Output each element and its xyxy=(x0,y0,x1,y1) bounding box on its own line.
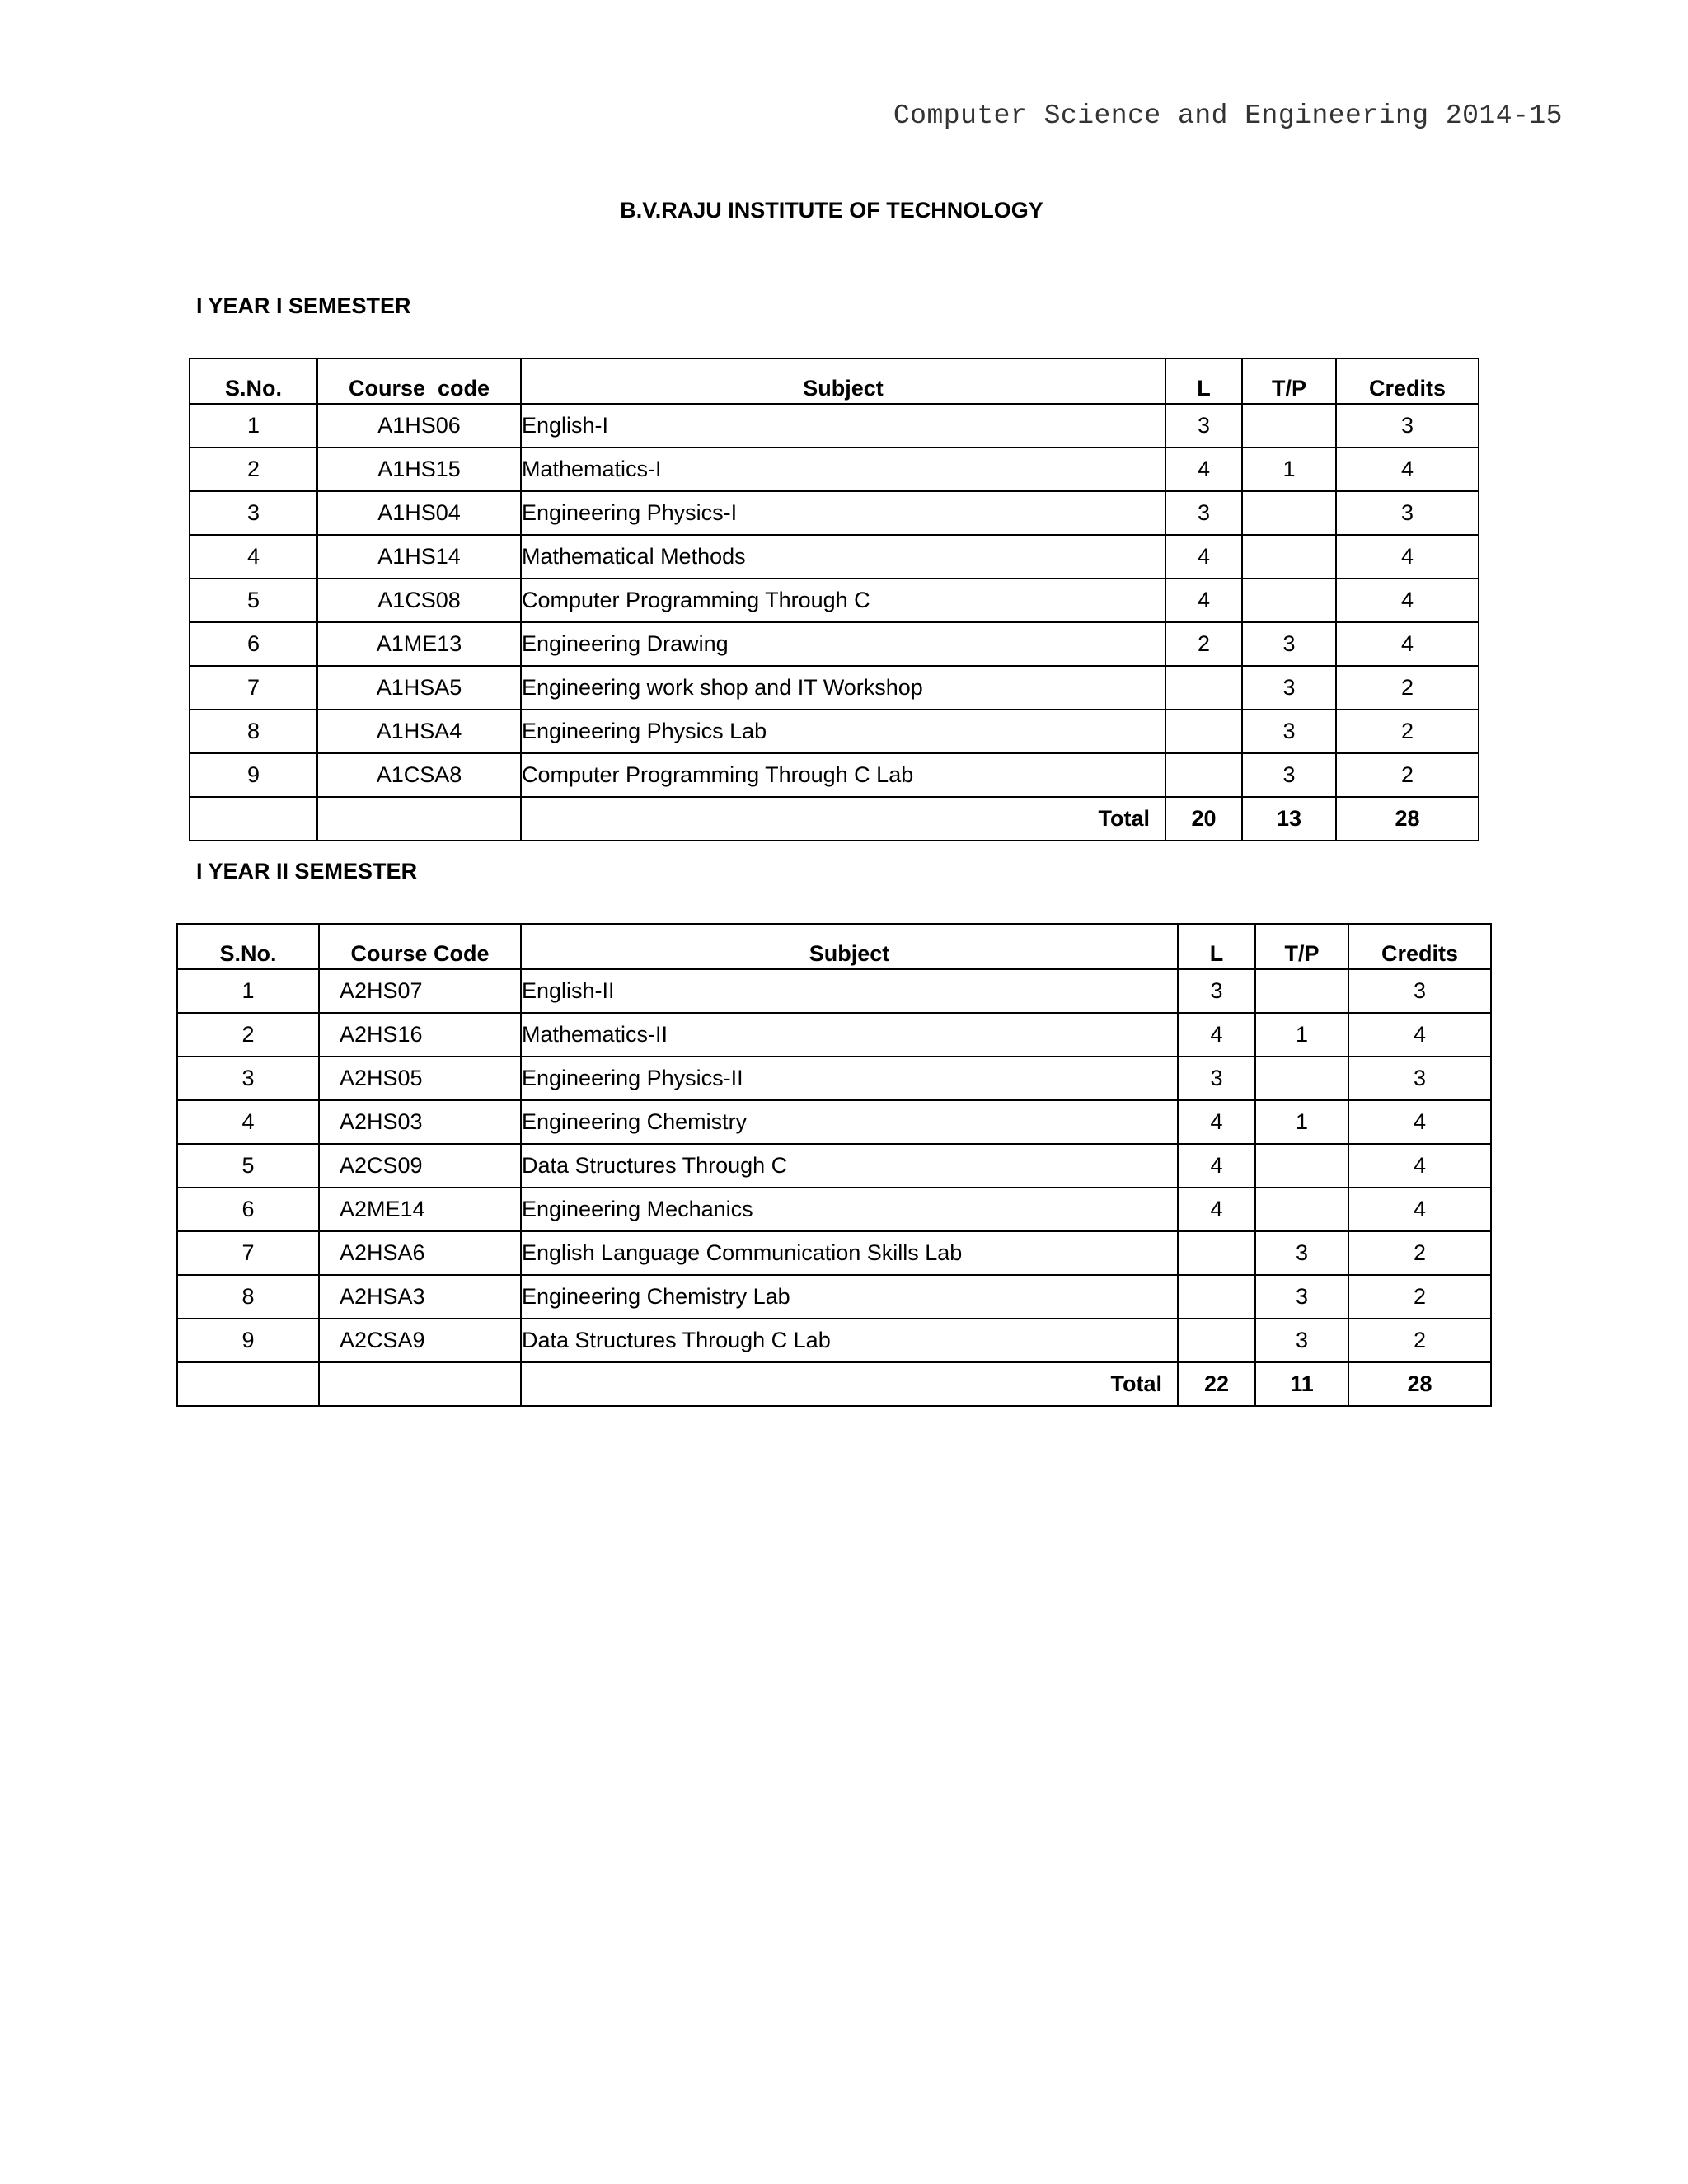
total-credits: 28 xyxy=(1336,797,1479,841)
table-row xyxy=(177,1319,1491,1362)
cell-sno: 9 xyxy=(177,1319,319,1362)
total-l: 20 xyxy=(1165,797,1242,841)
cell-subject: Engineering Chemistry xyxy=(521,1100,1178,1144)
cell-sno: 1 xyxy=(177,969,319,1013)
cell-sno: 7 xyxy=(190,666,317,710)
column-header-credits: Credits xyxy=(1336,359,1479,404)
cell-credits: 2 xyxy=(1348,1275,1491,1319)
cell-subject: Engineering Physics-I xyxy=(521,491,1165,535)
column-header-l: L xyxy=(1178,924,1255,969)
cell-credits: 2 xyxy=(1336,666,1479,710)
semester-1-title: I YEAR I SEMESTER xyxy=(196,293,411,318)
cell-credits: 3 xyxy=(1348,969,1491,1013)
table-row xyxy=(177,1100,1491,1144)
cell-l: 4 xyxy=(1178,1013,1255,1057)
cell-course-code: A2HS05 xyxy=(319,1057,521,1100)
total-row xyxy=(190,797,1479,841)
cell-sno: 7 xyxy=(177,1231,319,1275)
cell-course-code: A1HS04 xyxy=(317,491,521,535)
cell-credits: 2 xyxy=(1336,753,1479,797)
table-row xyxy=(190,579,1479,622)
cell-subject: English Language Communication Skills Lab xyxy=(521,1231,1178,1275)
cell-sno: 4 xyxy=(190,535,317,579)
cell-credits: 2 xyxy=(1348,1231,1491,1275)
cell-l xyxy=(1178,1231,1255,1275)
table-row xyxy=(177,1188,1491,1231)
cell-credits: 2 xyxy=(1348,1319,1491,1362)
total-tp: 13 xyxy=(1242,797,1336,841)
cell-credits: 4 xyxy=(1348,1013,1491,1057)
table-row xyxy=(177,969,1491,1013)
cell-course-code: A2HSA6 xyxy=(319,1231,521,1275)
cell-subject: Engineering Drawing xyxy=(521,622,1165,666)
semester-2-course-table xyxy=(176,923,1492,1407)
cell-credits: 2 xyxy=(1336,710,1479,753)
cell-tp: 3 xyxy=(1255,1319,1348,1362)
table-row xyxy=(190,666,1479,710)
cell-l: 3 xyxy=(1165,404,1242,448)
cell-tp xyxy=(1242,491,1336,535)
column-header-sno: S.No. xyxy=(190,359,317,404)
cell-course-code: A2ME14 xyxy=(319,1188,521,1231)
cell-subject: Engineering Physics Lab xyxy=(521,710,1165,753)
total-credits: 28 xyxy=(1348,1362,1491,1406)
cell-l: 3 xyxy=(1178,1057,1255,1100)
total-tp: 11 xyxy=(1255,1362,1348,1406)
column-header-course-code: Course Code xyxy=(319,924,521,969)
cell-tp: 1 xyxy=(1255,1013,1348,1057)
cell-subject: English-I xyxy=(521,404,1165,448)
table-row xyxy=(190,753,1479,797)
cell-sno: 3 xyxy=(190,491,317,535)
cell-credits: 4 xyxy=(1336,535,1479,579)
cell-sno: 5 xyxy=(177,1144,319,1188)
cell-empty xyxy=(319,1362,521,1406)
cell-course-code: A1ME13 xyxy=(317,622,521,666)
column-header-subject: Subject xyxy=(521,924,1178,969)
cell-empty xyxy=(317,797,521,841)
cell-tp: 3 xyxy=(1242,666,1336,710)
cell-empty xyxy=(177,1362,319,1406)
cell-sno: 4 xyxy=(177,1100,319,1144)
institute-title: B.V.RAJU INSTITUTE OF TECHNOLOGY xyxy=(620,198,1043,223)
semester-2-title: I YEAR II SEMESTER xyxy=(196,859,418,883)
cell-sno: 5 xyxy=(190,579,317,622)
table-row xyxy=(190,404,1479,448)
cell-tp xyxy=(1242,404,1336,448)
cell-subject: Data Structures Through C Lab xyxy=(521,1319,1178,1362)
cell-subject: English-II xyxy=(521,969,1178,1013)
table-header-row xyxy=(190,359,1479,404)
table-row xyxy=(190,535,1479,579)
cell-tp: 1 xyxy=(1255,1100,1348,1144)
total-row xyxy=(177,1362,1491,1406)
table-row xyxy=(190,448,1479,491)
cell-sno: 1 xyxy=(190,404,317,448)
cell-course-code: A2CSA9 xyxy=(319,1319,521,1362)
cell-course-code: A1HS15 xyxy=(317,448,521,491)
table-row xyxy=(177,1144,1491,1188)
cell-l: 4 xyxy=(1178,1100,1255,1144)
department-header: Computer Science and Engineering 2014-15 xyxy=(893,101,1563,131)
total-l: 22 xyxy=(1178,1362,1255,1406)
cell-sno: 8 xyxy=(177,1275,319,1319)
cell-tp xyxy=(1242,579,1336,622)
cell-credits: 3 xyxy=(1336,404,1479,448)
cell-course-code: A1HSA5 xyxy=(317,666,521,710)
cell-credits: 4 xyxy=(1348,1188,1491,1231)
cell-course-code: A2HS16 xyxy=(319,1013,521,1057)
cell-subject: Engineering Chemistry Lab xyxy=(521,1275,1178,1319)
cell-course-code: A2CS09 xyxy=(319,1144,521,1188)
cell-credits: 4 xyxy=(1336,622,1479,666)
cell-credits: 3 xyxy=(1336,491,1479,535)
cell-tp: 1 xyxy=(1242,448,1336,491)
table-header-row xyxy=(177,924,1491,969)
cell-subject: Data Structures Through C xyxy=(521,1144,1178,1188)
cell-tp: 3 xyxy=(1255,1231,1348,1275)
cell-subject: Computer Programming Through C xyxy=(521,579,1165,622)
cell-tp xyxy=(1255,1057,1348,1100)
cell-sno: 6 xyxy=(190,622,317,666)
cell-l: 3 xyxy=(1165,491,1242,535)
cell-course-code: A1CSA8 xyxy=(317,753,521,797)
cell-subject: Mathematical Methods xyxy=(521,535,1165,579)
cell-credits: 4 xyxy=(1348,1144,1491,1188)
cell-sno: 2 xyxy=(177,1013,319,1057)
cell-subject: Engineering Physics-II xyxy=(521,1057,1178,1100)
cell-tp xyxy=(1255,1144,1348,1188)
column-header-tp: T/P xyxy=(1242,359,1336,404)
cell-course-code: A2HS03 xyxy=(319,1100,521,1144)
column-header-sno: S.No. xyxy=(177,924,319,969)
cell-subject: Computer Programming Through C Lab xyxy=(521,753,1165,797)
cell-tp xyxy=(1255,969,1348,1013)
table-row xyxy=(190,710,1479,753)
cell-credits: 4 xyxy=(1336,579,1479,622)
total-label: Total xyxy=(521,797,1165,841)
cell-l: 4 xyxy=(1178,1188,1255,1231)
cell-sno: 9 xyxy=(190,753,317,797)
column-header-credits: Credits xyxy=(1348,924,1491,969)
table-row xyxy=(190,491,1479,535)
table-row xyxy=(177,1231,1491,1275)
cell-tp xyxy=(1242,535,1336,579)
cell-sno: 3 xyxy=(177,1057,319,1100)
cell-tp: 3 xyxy=(1242,753,1336,797)
cell-subject: Mathematics-I xyxy=(521,448,1165,491)
cell-l: 4 xyxy=(1165,535,1242,579)
cell-credits: 3 xyxy=(1348,1057,1491,1100)
cell-course-code: A2HS07 xyxy=(319,969,521,1013)
cell-tp: 3 xyxy=(1242,710,1336,753)
cell-subject: Engineering work shop and IT Workshop xyxy=(521,666,1165,710)
cell-l xyxy=(1165,710,1242,753)
cell-course-code: A1HS06 xyxy=(317,404,521,448)
cell-sno: 6 xyxy=(177,1188,319,1231)
column-header-l: L xyxy=(1165,359,1242,404)
semester-1-course-table xyxy=(189,358,1479,841)
table-row xyxy=(177,1057,1491,1100)
cell-empty xyxy=(190,797,317,841)
cell-l: 4 xyxy=(1178,1144,1255,1188)
table-row xyxy=(177,1013,1491,1057)
cell-course-code: A1HSA4 xyxy=(317,710,521,753)
cell-course-code: A1HS14 xyxy=(317,535,521,579)
cell-l: 3 xyxy=(1178,969,1255,1013)
cell-tp xyxy=(1255,1188,1348,1231)
cell-subject: Engineering Mechanics xyxy=(521,1188,1178,1231)
cell-credits: 4 xyxy=(1348,1100,1491,1144)
cell-l xyxy=(1178,1319,1255,1362)
column-header-subject: Subject xyxy=(521,359,1165,404)
table-row xyxy=(190,622,1479,666)
cell-l: 2 xyxy=(1165,622,1242,666)
table-row xyxy=(177,1275,1491,1319)
cell-sno: 2 xyxy=(190,448,317,491)
cell-l: 4 xyxy=(1165,448,1242,491)
cell-course-code: A1CS08 xyxy=(317,579,521,622)
cell-tp: 3 xyxy=(1242,622,1336,666)
cell-l: 4 xyxy=(1165,579,1242,622)
column-header-tp: T/P xyxy=(1255,924,1348,969)
cell-sno: 8 xyxy=(190,710,317,753)
cell-course-code: A2HSA3 xyxy=(319,1275,521,1319)
cell-subject: Mathematics-II xyxy=(521,1013,1178,1057)
cell-credits: 4 xyxy=(1336,448,1479,491)
cell-l xyxy=(1178,1275,1255,1319)
column-header-course-code: Course code xyxy=(317,359,521,404)
cell-l xyxy=(1165,753,1242,797)
cell-tp: 3 xyxy=(1255,1275,1348,1319)
cell-l xyxy=(1165,666,1242,710)
total-label: Total xyxy=(521,1362,1178,1406)
